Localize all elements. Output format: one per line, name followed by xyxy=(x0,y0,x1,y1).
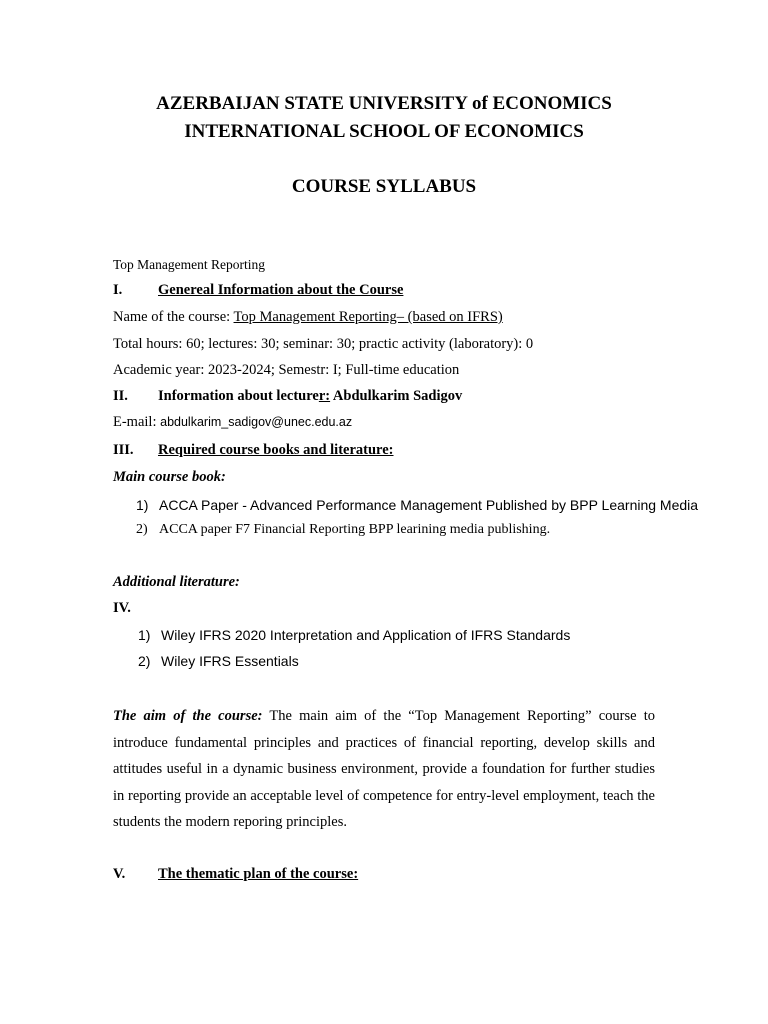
course-label: Top Management Reporting xyxy=(113,257,266,272)
section-5-heading xyxy=(113,866,358,883)
section-2-title: Information about lecture xyxy=(158,388,319,404)
course-name-line xyxy=(113,309,503,326)
email-value: abdulkarim_sadigov@unec.edu.az xyxy=(160,415,353,429)
section-3-number: III. xyxy=(113,442,134,458)
section-4-heading xyxy=(113,600,131,617)
section-2-title-underlined: r: xyxy=(318,388,331,404)
list-item-number: 2) xyxy=(136,522,148,537)
list-item-number: 1) xyxy=(138,627,151,643)
section-1-title: Genereal Information about the Course xyxy=(158,282,404,298)
list-item-text: Wiley IFRS Essentials xyxy=(161,653,299,669)
email-label: E-mail: xyxy=(113,414,161,430)
additional-literature-label: Additional literature: xyxy=(113,574,240,590)
list-item xyxy=(138,627,570,643)
list-item-number: 2) xyxy=(138,653,151,669)
list-item-text: ACCA Paper - Advanced Performance Management Published by BPP Learning Media xyxy=(159,497,699,513)
section-4-number: IV. xyxy=(113,600,131,616)
document-title: COURSE SYLLABUS xyxy=(291,176,477,197)
list-item xyxy=(136,522,550,538)
list-item-number: 1) xyxy=(136,497,149,513)
section-1-number: I. xyxy=(113,282,123,298)
course-aim-text: The main aim of the “Top Management Reporting” course to introduce fundamental principles and practices of financial reporting, develop skills and attitudes useful in a dynamic business environment, provide a foundation for further studies in reporting provide an acceptable level of competence for entry-level employment, teach the students the modern reporing principles. xyxy=(113,708,655,830)
section-1-heading xyxy=(113,282,403,299)
course-aim-label: The aim of the course: xyxy=(113,708,263,724)
section-3-title: Required course books and literature: xyxy=(158,442,394,458)
school-name: INTERNATIONAL SCHOOL OF ECONOMICS xyxy=(184,121,584,142)
course-name-value: Top Management Reporting– (based on IFRS) xyxy=(233,309,503,325)
academic-year: Academic year: 2023-2024; Semestr: I; Full-time education xyxy=(113,362,460,378)
lecturer-name: Abdulkarim Sadigov xyxy=(330,388,463,404)
total-hours: Total hours: 60; lectures: 30; seminar: 30; practic activity (laboratory): 0 xyxy=(113,336,534,352)
course-name-label: Name of the course: xyxy=(113,309,234,325)
list-item xyxy=(138,653,299,669)
section-5-number: V. xyxy=(113,866,126,882)
main-book-label: Main course book: xyxy=(113,469,226,485)
list-item-text: ACCA paper F7 Financial Reporting BPP learining media publishing. xyxy=(159,522,551,537)
course-aim-paragraph xyxy=(113,703,655,836)
list-item xyxy=(136,497,698,513)
email-line xyxy=(113,414,352,431)
section-3-heading xyxy=(113,442,394,459)
section-2-number: II. xyxy=(113,388,128,404)
section-2-heading xyxy=(113,388,462,405)
list-item-text: Wiley IFRS 2020 Interpretation and Application of IFRS Standards xyxy=(161,627,571,643)
section-5-title: The thematic plan of the course: xyxy=(158,866,359,882)
university-name: AZERBAIJAN STATE UNIVERSITY of ECONOMICS xyxy=(156,93,612,114)
